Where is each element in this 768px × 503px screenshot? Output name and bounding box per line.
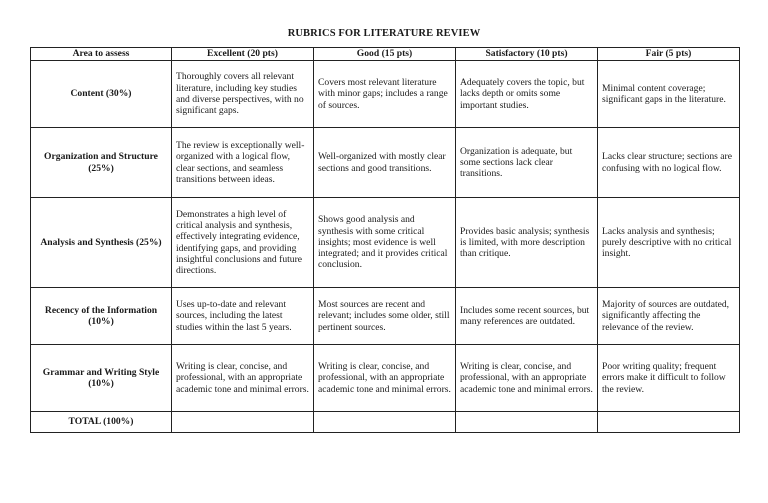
cell-excellent: Thoroughly covers all relevant literature, including key studies and diverse perspectives, with no significant gaps. — [172, 61, 314, 128]
cell-fair: Poor writing quality; frequent errors make it difficult to follow the review. — [598, 345, 740, 412]
cell-fair: Lacks clear structure; sections are confusing with no logical flow. — [598, 128, 740, 198]
area-label: Content (30%) — [31, 61, 172, 128]
table-row — [31, 128, 740, 198]
header-satisfactory: Satisfactory (10 pts) — [456, 48, 598, 61]
table-row — [31, 345, 740, 412]
total-row — [31, 412, 740, 433]
cell-good: Shows good analysis and synthesis with some critical insights; most evidence is well integrated; and it provides critical conclusion. — [314, 198, 456, 288]
area-label: Analysis and Synthesis (25%) — [31, 198, 172, 288]
cell-good: Writing is clear, concise, and professional, with an appropriate academic tone and minimal errors. — [314, 345, 456, 412]
header-fair: Fair (5 pts) — [598, 48, 740, 61]
cell-satisfactory: Includes some recent sources, but many references are outdated. — [456, 288, 598, 345]
header-good: Good (15 pts) — [314, 48, 456, 61]
header-row — [31, 48, 740, 61]
total-cell-satisfactory — [456, 412, 598, 433]
document-title: RUBRICS FOR LITERATURE REVIEW — [287, 28, 481, 39]
area-label: Grammar and Writing Style (10%) — [31, 345, 172, 412]
header-area: Area to assess — [31, 48, 172, 61]
cell-good: Well-organized with mostly clear sections and good transitions. — [314, 128, 456, 198]
cell-good: Most sources are recent and relevant; includes some older, still pertinent sources. — [314, 288, 456, 345]
cell-fair: Minimal content coverage; significant gaps in the literature. — [598, 61, 740, 128]
cell-excellent: The review is exceptionally well-organized with a logical flow, clear sections, and seamless transitions between ideas. — [172, 128, 314, 198]
area-label: Recency of the Information (10%) — [31, 288, 172, 345]
total-label: TOTAL (100%) — [31, 412, 172, 433]
cell-satisfactory: Writing is clear, concise, and professional, with an appropriate academic tone and minimal errors. — [456, 345, 598, 412]
cell-excellent: Uses up-to-date and relevant sources, including the latest studies within the last 5 years. — [172, 288, 314, 345]
cell-satisfactory: Adequately covers the topic, but lacks depth or omits some important studies. — [456, 61, 598, 128]
cell-fair: Lacks analysis and synthesis; purely descriptive with no critical insight. — [598, 198, 740, 288]
table-row — [31, 198, 740, 288]
cell-satisfactory: Provides basic analysis; synthesis is limited, with more description than critique. — [456, 198, 598, 288]
cell-good: Covers most relevant literature with minor gaps; includes a range of sources. — [314, 61, 456, 128]
total-cell-fair — [598, 412, 740, 433]
cell-fair: Majority of sources are outdated, significantly affecting the relevance of the review. — [598, 288, 740, 345]
total-cell-excellent — [172, 412, 314, 433]
header-excellent: Excellent (20 pts) — [172, 48, 314, 61]
area-label: Organization and Structure (25%) — [31, 128, 172, 198]
rubric-table — [30, 47, 740, 433]
cell-satisfactory: Organization is adequate, but some sections lack clear transitions. — [456, 128, 598, 198]
table-row — [31, 61, 740, 128]
total-cell-good — [314, 412, 456, 433]
cell-excellent: Writing is clear, concise, and professional, with an appropriate academic tone and minimal errors. — [172, 345, 314, 412]
table-row — [31, 288, 740, 345]
cell-excellent: Demonstrates a high level of critical analysis and synthesis, effectively integrating evidence, identifying gaps, and providing insightful conclusions and future directions. — [172, 198, 314, 288]
